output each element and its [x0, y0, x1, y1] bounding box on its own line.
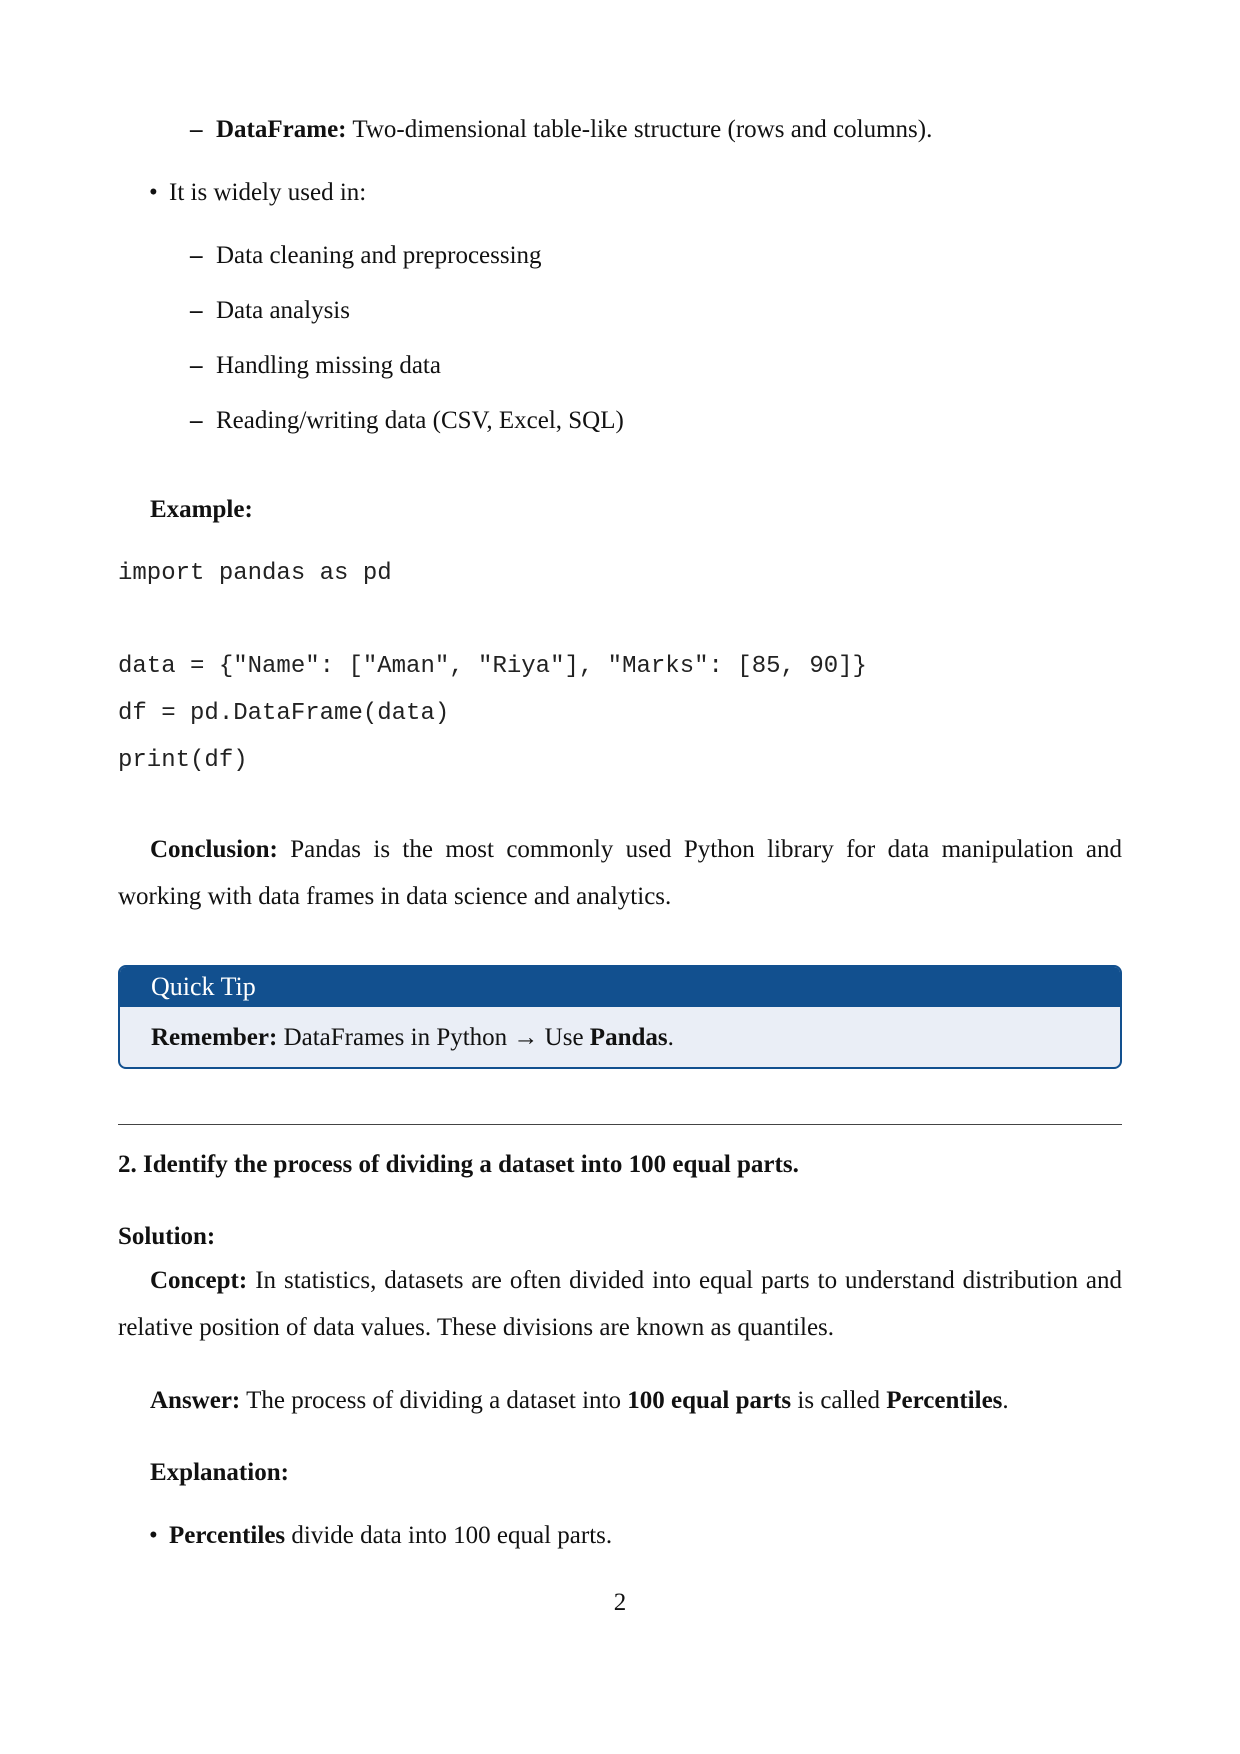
question-heading: 2. Identify the process of dividing a dataset into 100 equal parts. [118, 1151, 799, 1178]
answer-text: is called [797, 1387, 880, 1414]
code-line: print(df) [118, 747, 248, 774]
usage-item: Handling missing data [216, 352, 441, 379]
dataframe-term: DataFrame: [216, 116, 347, 143]
section-divider [118, 1124, 1122, 1125]
dataframe-item [216, 114, 932, 146]
dash-marker: – [190, 297, 203, 324]
code-line: import pandas as pd [118, 560, 392, 587]
bullet-term: Percentiles [169, 1522, 286, 1549]
answer-line [150, 1385, 1009, 1417]
code-line: df = pd.DataFrame(data) [118, 700, 450, 727]
tip-emphasis: Pandas [589, 1024, 668, 1051]
dash-marker: – [190, 407, 203, 434]
tip-label: Remember: [151, 1024, 278, 1051]
dataframe-desc: Two-dimensional table-like structure (rows and columns). [352, 116, 933, 143]
explanation-bullet [169, 1520, 612, 1552]
quick-tip-box [118, 965, 1122, 1069]
tip-end: . [667, 1024, 674, 1051]
page-number: 2 [613, 1589, 627, 1616]
answer-emphasis: 100 equal parts [627, 1387, 792, 1414]
conclusion-paragraph [118, 826, 1122, 920]
quick-tip-body [151, 1022, 674, 1054]
answer-end: . [1002, 1387, 1009, 1414]
answer-term: Percentiles [886, 1387, 1003, 1414]
quick-tip-header [120, 967, 1120, 1007]
usage-intro: It is widely used in: [169, 179, 367, 206]
concept-text: In statistics, datasets are often divided into equal parts to understand distribution and relative position of data values. These divisions are known as quantiles. [118, 1267, 1123, 1341]
explanation-label: Explanation: [150, 1459, 289, 1486]
bullet-marker: • [149, 1522, 158, 1549]
usage-item: Reading/writing data (CSV, Excel, SQL) [216, 407, 624, 434]
concept-label: Concept: [150, 1267, 248, 1294]
answer-label: Answer: [150, 1387, 241, 1414]
tip-text: DataFrames in Python → Use [283, 1024, 584, 1051]
conclusion-label: Conclusion: [150, 836, 278, 863]
answer-text: The process of dividing a dataset into [246, 1387, 621, 1414]
example-label: Example: [150, 496, 253, 523]
code-line: data = {"Name": ["Aman", "Riya"], "Marks": [85, 90]} [118, 653, 867, 680]
usage-item: Data analysis [216, 297, 350, 324]
bullet-marker: • [149, 179, 158, 206]
bullet-text: divide data into 100 equal parts. [291, 1522, 613, 1549]
dash-marker: – [190, 242, 203, 269]
dash-marker: – [190, 116, 203, 143]
conclusion-text: Pandas is the most commonly used Python library for data manipulation and working with data frames in data science and analytics. [118, 836, 1122, 910]
dash-marker: – [190, 352, 203, 379]
quick-tip-title: Quick Tip [151, 972, 256, 1001]
solution-label: Solution: [118, 1223, 216, 1250]
concept-paragraph [118, 1257, 1122, 1351]
usage-item: Data cleaning and preprocessing [216, 242, 542, 269]
